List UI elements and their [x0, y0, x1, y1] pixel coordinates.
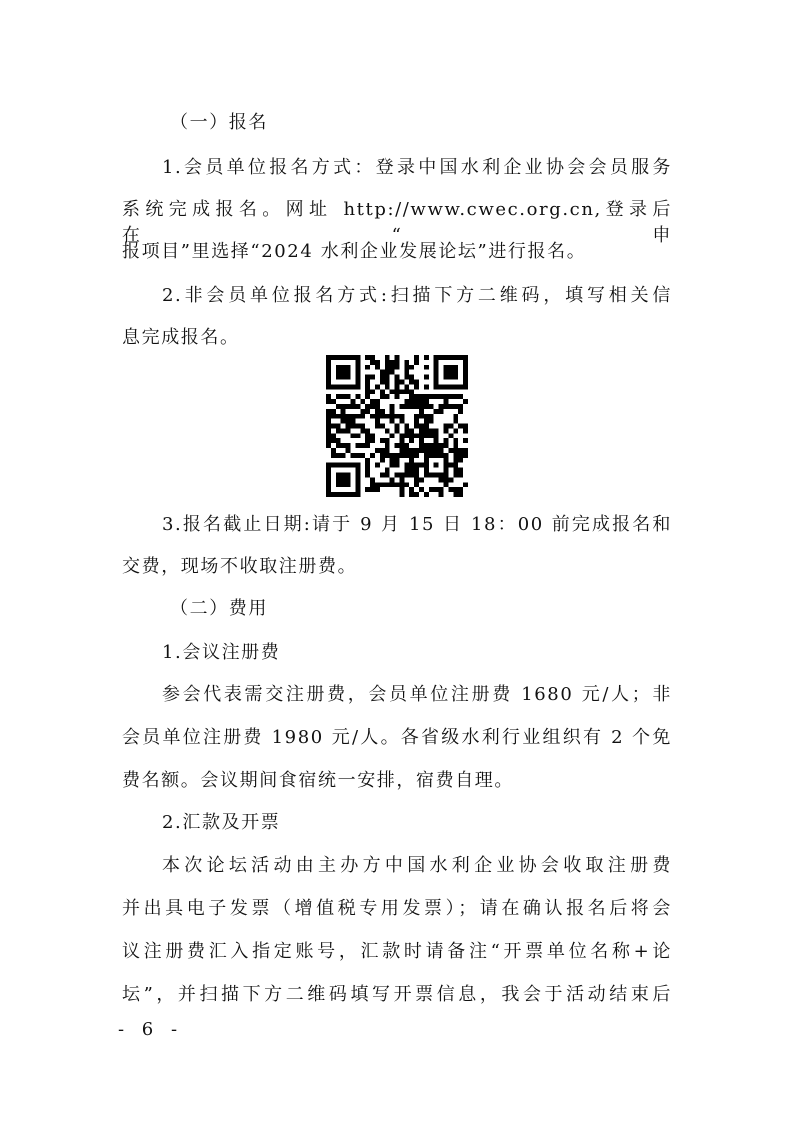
item1-line2: 系统完成报名。网址 http://www.cwec.org.cn,登录后在“申 — [122, 199, 672, 246]
sub1-line3: 费名额。会议期间食宿统一安排，宿费自理。 — [122, 770, 514, 791]
item3-line1: 3.报名截止日期:请于 9 月 15 日 18：00 前完成报名和 — [162, 514, 672, 535]
sub2-line3: 议注册费汇入指定账号，汇款时请备注“开票单位名称+论 — [122, 941, 672, 962]
page-number: - 6 - — [118, 1019, 184, 1040]
qr-code-icon — [326, 355, 468, 497]
item3-line2: 交费，现场不收取注册费。 — [122, 556, 358, 577]
item2-line2: 息完成报名。 — [122, 327, 240, 348]
item2-line1: 2.非会员单位报名方式:扫描下方二维码，填写相关信 — [162, 285, 672, 306]
sub1-title: 1.会议注册费 — [162, 642, 281, 663]
sub2-line1: 本次论坛活动由主办方中国水利企业协会收取注册费 — [162, 855, 672, 876]
sub2-line4: 坛”，并扫描下方二维码填写开票信息，我会于活动结束后 — [122, 984, 672, 1005]
item1-line3: 报项目”里选择“2024 水利企业发展论坛”进行报名。 — [122, 241, 587, 262]
sub2-title: 2.汇款及开票 — [162, 812, 281, 833]
sub1-line1: 参会代表需交注册费，会员单位注册费 1680 元/人；非 — [162, 684, 672, 705]
section1-heading: （一）报名 — [170, 112, 268, 133]
sub1-line2: 会员单位注册费 1980 元/人。各省级水利行业组织有 2 个免 — [122, 727, 672, 748]
section2-heading: （二）费用 — [170, 598, 268, 619]
item1-line1: 1.会员单位报名方式：登录中国水利企业协会会员服务 — [162, 157, 672, 178]
sub2-line2: 并出具电子发票（增值税专用发票）；请在确认报名后将会 — [122, 898, 672, 919]
